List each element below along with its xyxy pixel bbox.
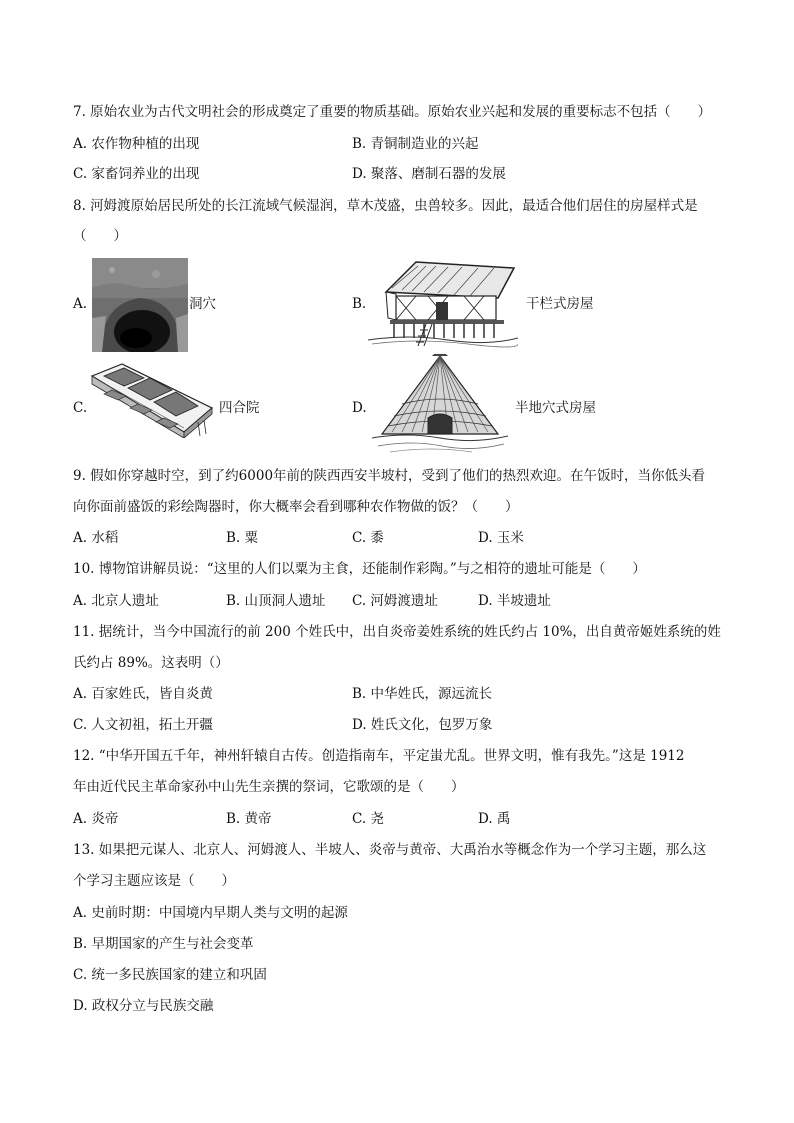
q10-stem: 10. 博物馆讲解员说：“这里的人们以粟为主食，还能制作彩陶。”与之相符的遗址可能是（ ） — [73, 561, 646, 577]
q13-option-a: A. 史前时期：中国境内早期人类与文明的起源 — [73, 905, 348, 921]
q8-stem-line2: （ ） — [73, 228, 127, 244]
q11-option-d: D. 姓氏文化，包罗万象 — [352, 717, 493, 733]
q8-option-d-label: 半地穴式房屋 — [515, 400, 596, 416]
q9-option-c: C. 黍 — [352, 530, 384, 546]
q13-stem-line2: 个学习主题应该是（ ） — [73, 873, 235, 889]
q8-option-c-label: 四合院 — [219, 400, 260, 416]
q7-option-c: C. 家畜饲养业的出现 — [73, 166, 200, 182]
q12-option-a: A. 炎帝 — [73, 811, 119, 827]
q11-option-a: A. 百家姓氏，皆自炎黄 — [73, 686, 213, 702]
q8-stem-line1: 8. 河姆渡原始居民所处的长江流域气候湿润，草木茂盛，虫兽较多。因此，最适合他们居住的房屋样式是 — [73, 198, 698, 214]
q11-option-c: C. 人文初祖，拓土开疆 — [73, 717, 213, 733]
q9-option-a: A. 水稻 — [73, 530, 119, 546]
q9-stem-line1: 9. 假如你穿越时空，到了约6000年前的陕西西安半坡村，受到了他们的热烈欢迎。在午饭时，当你低头看 — [73, 468, 706, 484]
courtyard-house-image — [88, 362, 216, 438]
cave-image — [92, 258, 188, 352]
q10-option-d: D. 半坡遗址 — [478, 593, 551, 609]
q7-stem: 7. 原始农业为古代文明社会的形成奠定了重要的物质基础。原始农业兴起和发展的重要标志不包括（ ） — [73, 104, 712, 120]
q7-option-d: D. 聚落、磨制石器的发展 — [352, 166, 506, 182]
q9-option-d: D. 玉米 — [478, 530, 524, 546]
q7-option-a: A. 农作物种植的出现 — [73, 136, 200, 152]
stilt-house-image — [368, 258, 518, 348]
q8-option-b-label: 干栏式房屋 — [526, 296, 594, 312]
q13-stem-line1: 13. 如果把元谋人、北京人、河姆渡人、半坡人、炎帝与黄帝、大禹治水等概念作为一个学习主题，那么这 — [73, 842, 707, 858]
q8-option-d-letter: D. — [352, 400, 367, 416]
q12-option-b: B. 黄帝 — [226, 811, 272, 827]
q12-stem-line1: 12. “中华开国五千年，神州轩辕自古传。创造指南车，平定蚩尤乱。世界文明，惟有我先。”这是 1912 — [73, 748, 685, 764]
q9-stem-line2: 向你面前盛饭的彩绘陶器时，你大概率会看到哪种农作物做的饭？（ ） — [73, 499, 519, 515]
q9-option-b: B. 粟 — [226, 530, 259, 546]
q10-option-c: C. 河姆渡遗址 — [352, 593, 438, 609]
q13-option-b: B. 早期国家的产生与社会变革 — [73, 936, 254, 952]
q8-option-a-letter: A. — [73, 296, 88, 312]
q10-option-a: A. 北京人遗址 — [73, 593, 159, 609]
q12-option-c: C. 尧 — [352, 811, 384, 827]
q11-stem-line2: 氏约占 89%。这表明（） — [73, 655, 229, 671]
q11-option-b: B. 中华姓氏，源远流长 — [352, 686, 493, 702]
q8-option-a-label: 洞穴 — [189, 296, 216, 312]
q11-stem-line1: 11. 据统计，当今中国流行的前 200 个姓氏中，出自炎帝姜姓系统的姓氏约占 10%，出自黄帝姬姓系统的姓 — [73, 624, 721, 640]
q10-option-b: B. 山顶洞人遗址 — [226, 593, 326, 609]
q13-option-d: D. 政权分立与民族交融 — [73, 998, 214, 1014]
q13-option-c: C. 统一多民族国家的建立和巩固 — [73, 967, 267, 983]
q7-option-b: B. 青铜制造业的兴起 — [352, 136, 479, 152]
q12-option-d: D. 禹 — [478, 811, 511, 827]
half-pit-house-image — [372, 354, 508, 458]
q8-option-b-letter: B. — [352, 296, 367, 312]
q8-option-c-letter: C. — [73, 400, 88, 416]
q12-stem-line2: 年由近代民主革命家孙中山先生亲撰的祭词，它歌颂的是（ ） — [73, 779, 465, 795]
